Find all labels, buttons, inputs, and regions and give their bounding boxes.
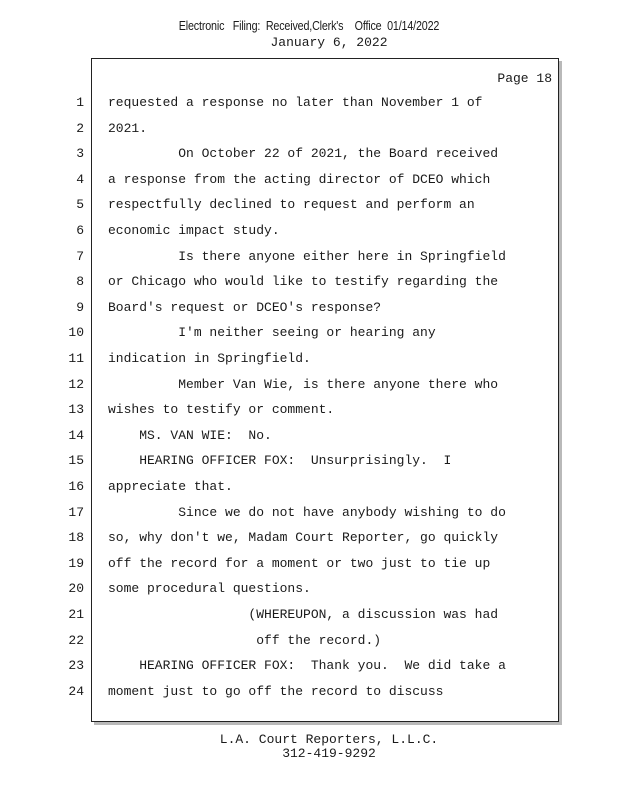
line-number: 4 bbox=[76, 172, 84, 187]
line-number: 8 bbox=[76, 274, 84, 289]
line-number: 9 bbox=[76, 300, 84, 315]
line-number: 18 bbox=[68, 530, 84, 545]
line-number: 13 bbox=[68, 402, 84, 417]
line-number: 3 bbox=[76, 146, 84, 161]
footer-firm-name: L.A. Court Reporters, L.L.C. bbox=[219, 732, 439, 747]
line-number: 20 bbox=[68, 581, 84, 596]
transcript-line: Board's request or DCEO's response? bbox=[108, 300, 382, 315]
transcript-line: or Chicago who would like to testify regarding the bbox=[108, 274, 499, 289]
transcript-line: Since we do not have anybody wishing to do bbox=[108, 505, 506, 520]
page-number: Page 18 bbox=[497, 71, 552, 86]
line-number: 12 bbox=[68, 377, 84, 392]
footer-phone: 312-419-9292 bbox=[282, 746, 376, 761]
transcript-line: HEARING OFFICER FOX: Thank you. We did take a bbox=[108, 658, 506, 673]
transcript-line: wishes to testify or comment. bbox=[108, 402, 335, 417]
transcript-line: appreciate that. bbox=[108, 479, 233, 494]
transcript-line: On October 22 of 2021, the Board received bbox=[108, 146, 499, 161]
transcript-line: requested a response no later than November 1 of bbox=[108, 95, 483, 110]
transcript-line: so, why don't we, Madam Court Reporter, go quickly bbox=[108, 530, 499, 545]
line-number: 2 bbox=[76, 121, 84, 136]
filing-stamp-header: Electronic Filing: Received,Clerk's Office 01/14/2022 bbox=[178, 19, 440, 33]
line-number: 14 bbox=[68, 428, 84, 443]
transcript-line: Is there anyone either here in Springfield bbox=[108, 249, 506, 264]
line-number: 17 bbox=[68, 505, 84, 520]
line-number: 21 bbox=[68, 607, 84, 622]
line-number: 6 bbox=[76, 223, 84, 238]
transcript-line: some procedural questions. bbox=[108, 581, 311, 596]
line-number: 11 bbox=[68, 351, 84, 366]
line-number: 23 bbox=[68, 658, 84, 673]
transcript-line: a response from the acting director of DCEO which bbox=[108, 172, 491, 187]
line-number: 1 bbox=[76, 95, 84, 110]
transcript-line: off the record.) bbox=[108, 633, 382, 648]
transcript-line: MS. VAN WIE: No. bbox=[108, 428, 272, 443]
transcript-line: moment just to go off the record to discuss bbox=[108, 684, 444, 699]
transcript-line: respectfully declined to request and perform an bbox=[108, 197, 475, 212]
transcript-line: off the record for a moment or two just to tie up bbox=[108, 556, 491, 571]
transcript-line: indication in Springfield. bbox=[108, 351, 311, 366]
line-number: 15 bbox=[68, 453, 84, 468]
transcript-line: economic impact study. bbox=[108, 223, 280, 238]
line-number: 10 bbox=[68, 325, 84, 340]
transcript-line: I'm neither seeing or hearing any bbox=[108, 325, 436, 340]
transcript-line: Member Van Wie, is there anyone there who bbox=[108, 377, 499, 392]
transcript-line: HEARING OFFICER FOX: Unsurprisingly. I bbox=[108, 453, 452, 468]
transcript-line: (WHEREUPON, a discussion was had bbox=[108, 607, 499, 622]
line-number: 7 bbox=[76, 249, 84, 264]
line-number: 22 bbox=[68, 633, 84, 648]
hearing-date: January 6, 2022 bbox=[270, 35, 388, 50]
line-number: 5 bbox=[76, 197, 84, 212]
transcript-line: 2021. bbox=[108, 121, 148, 136]
line-number: 19 bbox=[68, 556, 84, 571]
line-number: 16 bbox=[68, 479, 84, 494]
line-number: 24 bbox=[68, 684, 84, 699]
